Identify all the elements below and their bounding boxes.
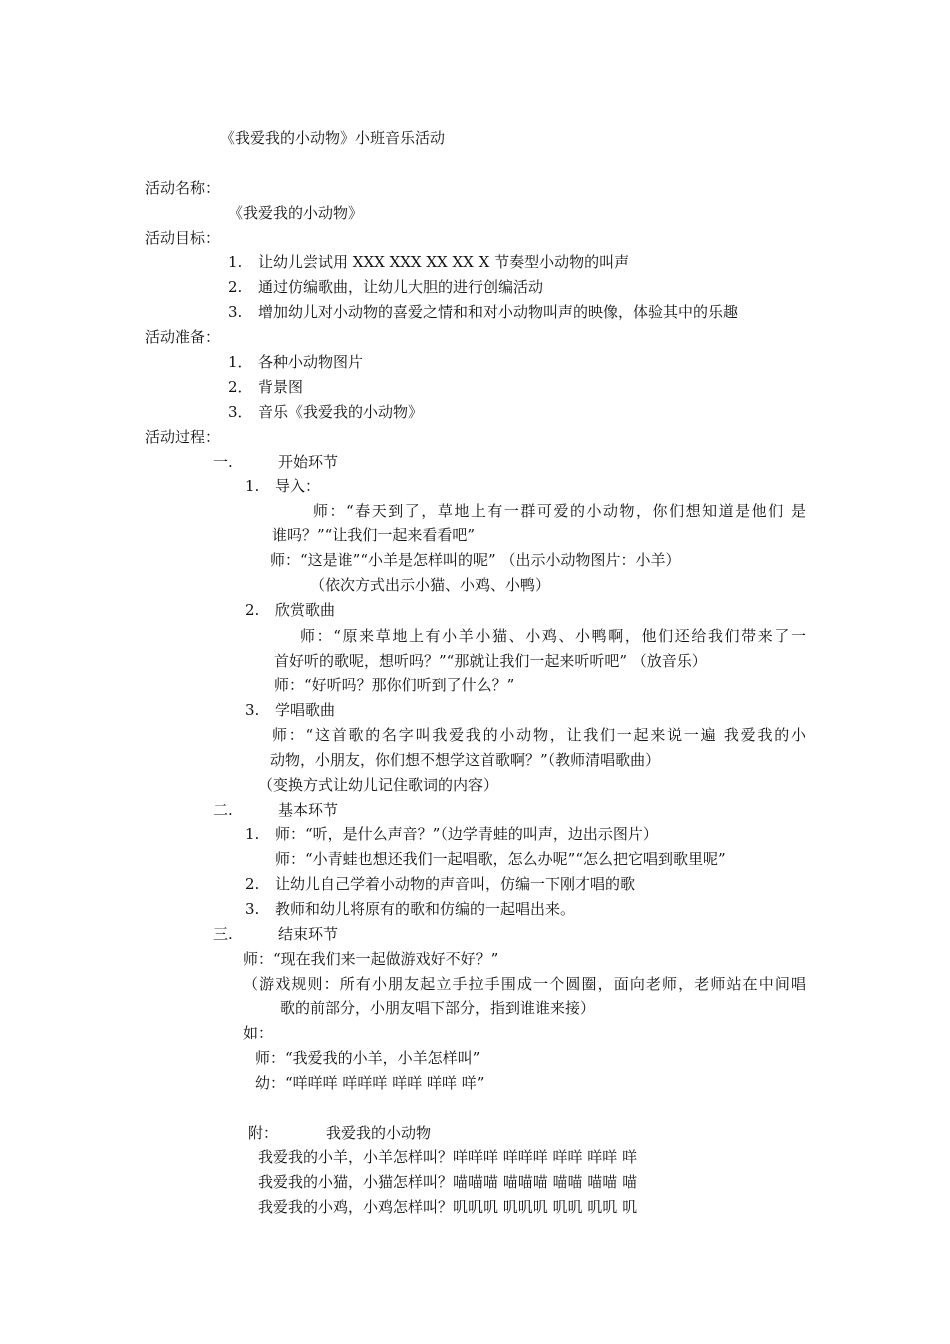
prep-text: 背景图 <box>258 378 304 396</box>
dialogue-line: 谁吗？”“让我们一起来看看吧” <box>272 526 476 544</box>
dialogue-line: 师：“这是谁”“小羊是怎样叫的呢” （出示小动物图片：小羊） <box>270 551 681 569</box>
step-text: 让幼儿自己学着小动物的声音叫，仿编一下刚才唱的歌 <box>275 875 636 893</box>
activity-name-value: 《我爱我的小动物》 <box>228 204 364 222</box>
goal-text: 通过仿编歌曲，让幼儿大胆的进行创编活动 <box>258 278 544 296</box>
page-title: 《我爱我的小动物》小班音乐活动 <box>220 129 446 147</box>
example-child-line: 幼：“咩咩咩 咩咩咩 咩咩 咩咩 咩” <box>255 1074 485 1092</box>
step-number: 3. <box>245 701 260 719</box>
step-number: 2. <box>245 601 260 619</box>
lyric-line: 我爱我的小羊，小羊怎样叫？咩咩咩 咩咩咩 咩咩 咩咩 咩 <box>258 1148 638 1166</box>
dialogue-line: 动物，小朋友，你们想不想学这首歌啊？”（教师清唱歌曲） <box>270 751 661 769</box>
prep-text: 各种小动物图片 <box>258 353 364 371</box>
goal-number: 1. <box>228 253 243 271</box>
activity-process-label: 活动过程： <box>145 428 221 446</box>
goal-number: 2. <box>228 278 243 296</box>
dialogue-note: （变换方式让幼儿记住歌词的内容） <box>258 776 499 794</box>
step-text: 教师和幼儿将原有的歌和仿编的一起唱出来。 <box>275 900 576 918</box>
prep-number: 2． <box>228 378 253 396</box>
dialogue-line: 师：“春天到了，草地上有一群可爱的小动物，你们想知道是他们 是 <box>313 502 806 520</box>
example-label: 如： <box>243 1024 274 1042</box>
activity-goals-label: 活动目标： <box>145 229 221 247</box>
song-title: 我爱我的小动物 <box>326 1124 432 1142</box>
prep-number: 3． <box>228 403 253 421</box>
prep-number: 1． <box>228 353 253 371</box>
step-number: 1. <box>245 825 260 843</box>
dialogue-line: 首好听的歌呢，想听吗？”“那就让我们一起来听听吧” （放音乐） <box>274 652 707 670</box>
appendix-label: 附： <box>248 1124 279 1142</box>
goal-number: 3. <box>228 303 243 321</box>
step-title: 导入： <box>275 477 321 495</box>
goal-text: 让幼儿尝试用 XXX XXX XX XX X 节奏型小动物的叫声 <box>258 253 630 271</box>
dialogue-line: 师：“现在我们来一起做游戏好不好？” <box>243 950 499 968</box>
part-number: 二. <box>213 801 233 819</box>
dialogue-note: （依次方式出示小猫、小鸡、小鸭） <box>310 576 551 594</box>
step-title: 学唱歌曲 <box>275 701 336 719</box>
lyric-line: 我爱我的小猫，小猫怎样叫？喵喵喵 喵喵喵 喵喵 喵喵 喵 <box>258 1173 638 1191</box>
goal-text: 增加幼儿对小动物的喜爱之情和和对小动物叫声的映像，体验其中的乐趣 <box>258 303 739 321</box>
part-number: 三. <box>213 925 233 943</box>
part-title: 开始环节 <box>278 453 339 471</box>
lyric-line: 我爱我的小鸡，小鸡怎样叫？叽叽叽 叽叽叽 叽叽 叽叽 叽 <box>258 1198 638 1216</box>
game-rule-line: （游戏规则：所有小朋友起立手拉手围成一个圆圈，面向老师，老师站在中间唱 <box>243 975 806 993</box>
step-number: 2. <box>245 875 260 893</box>
dialogue-line: 师：“听，是什么声音？”（边学青蛙的叫声，边出示图片） <box>275 825 658 843</box>
step-number: 3. <box>245 900 260 918</box>
part-title: 结束环节 <box>278 925 339 943</box>
example-teacher-line: 师：“我爱我的小羊，小羊怎样叫” <box>255 1049 481 1067</box>
activity-name-label: 活动名称： <box>145 179 221 197</box>
part-number: 一. <box>213 453 233 471</box>
part-title: 基本环节 <box>278 801 339 819</box>
dialogue-line: 师：“原来草地上有小羊小猫、小鸡、小鸭啊，他们还给我们带来了一 <box>300 627 806 645</box>
prep-text: 音乐《我爱我的小动物》 <box>258 403 424 421</box>
dialogue-line: 师：“这首歌的名字叫我爱我的小动物，让我们一起来说一遍 我爱我的小 <box>272 726 806 744</box>
dialogue-line: 师：“好听吗？那你们听到了什么？” <box>274 676 515 694</box>
step-number: 1. <box>245 477 260 495</box>
dialogue-line: 师：“小青蛙也想还我们一起唱歌，怎么办呢”“怎么把它唱到歌里呢” <box>275 850 726 868</box>
activity-prep-label: 活动准备： <box>145 328 221 346</box>
game-rule-line: 歌的前部分，小朋友唱下部分，指到谁谁来接） <box>280 999 596 1017</box>
step-title: 欣赏歌曲 <box>275 601 336 619</box>
